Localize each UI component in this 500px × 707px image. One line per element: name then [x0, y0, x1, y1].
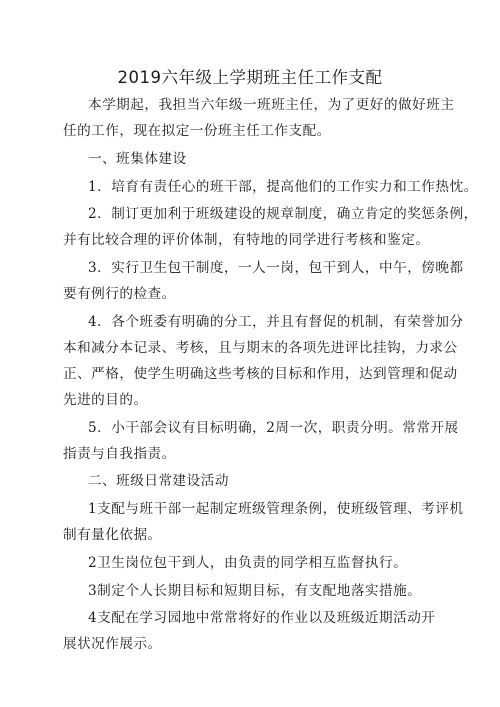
paragraph-line: 4支配在学习园地中常常将好的作业以及班级近期活动开	[88, 610, 436, 626]
document-title: 2019六年级上学期班主任工作支配	[117, 68, 383, 87]
paragraph-line: 本和减分本记录、考核，且与期末的各项先进评比挂钩，力求公	[63, 340, 458, 356]
paragraph-line: 先进的目的。	[63, 392, 148, 408]
paragraph-line: 要有例行的检查。	[63, 286, 176, 302]
paragraph-line: 指责与自我指责。	[63, 446, 176, 462]
section-heading: 二、班级日常建设活动	[88, 473, 229, 489]
paragraph-line: 展状况作展示。	[63, 636, 162, 652]
paragraph-line: 2．制订更加利于班级建设的规章制度，确立肯定的奖惩条例，	[88, 206, 478, 222]
paragraph-line: 并有比较合理的评价体制，有特地的同学进行考核和鉴定。	[63, 232, 430, 248]
paragraph-line: 2卫生岗位包干到人，由负责的同学相互监督执行。	[88, 555, 408, 571]
paragraph-line: 制有量化依据。	[63, 527, 162, 543]
paragraph-line: 正、严格，使学生明确这些考核的目标和作用，达到管理和促动	[63, 366, 458, 382]
paragraph-line: 3制定个人长期目标和短期目标，有支配地落实措施。	[88, 583, 422, 599]
paragraph-line: 3．实行卫生包干制度，一人一岗，包干到人，中午，傍晚都	[88, 260, 464, 276]
paragraph-line: 1支配与班干部一起制定班级管理条例，使班级管理、考评机	[88, 501, 464, 517]
paragraph-line: 本学期起，我担当六年级一班班主任，为了更好的做好班主	[88, 97, 455, 113]
section-heading: 一、班集体建设	[88, 151, 187, 167]
paragraph-line: 1．培育有责任心的班干部，提高他们的工作实力和工作热忱。	[88, 179, 478, 195]
paragraph-line: 4．各个班委有明确的分工，并且有督促的机制，有荣誉加分	[88, 314, 464, 330]
paragraph-line: 5．小干部会议有目标明确，2周一次，职责分明。常常开展	[88, 420, 459, 436]
paragraph-line: 任的工作，现在拟定一份班主任工作支配。	[63, 123, 331, 139]
